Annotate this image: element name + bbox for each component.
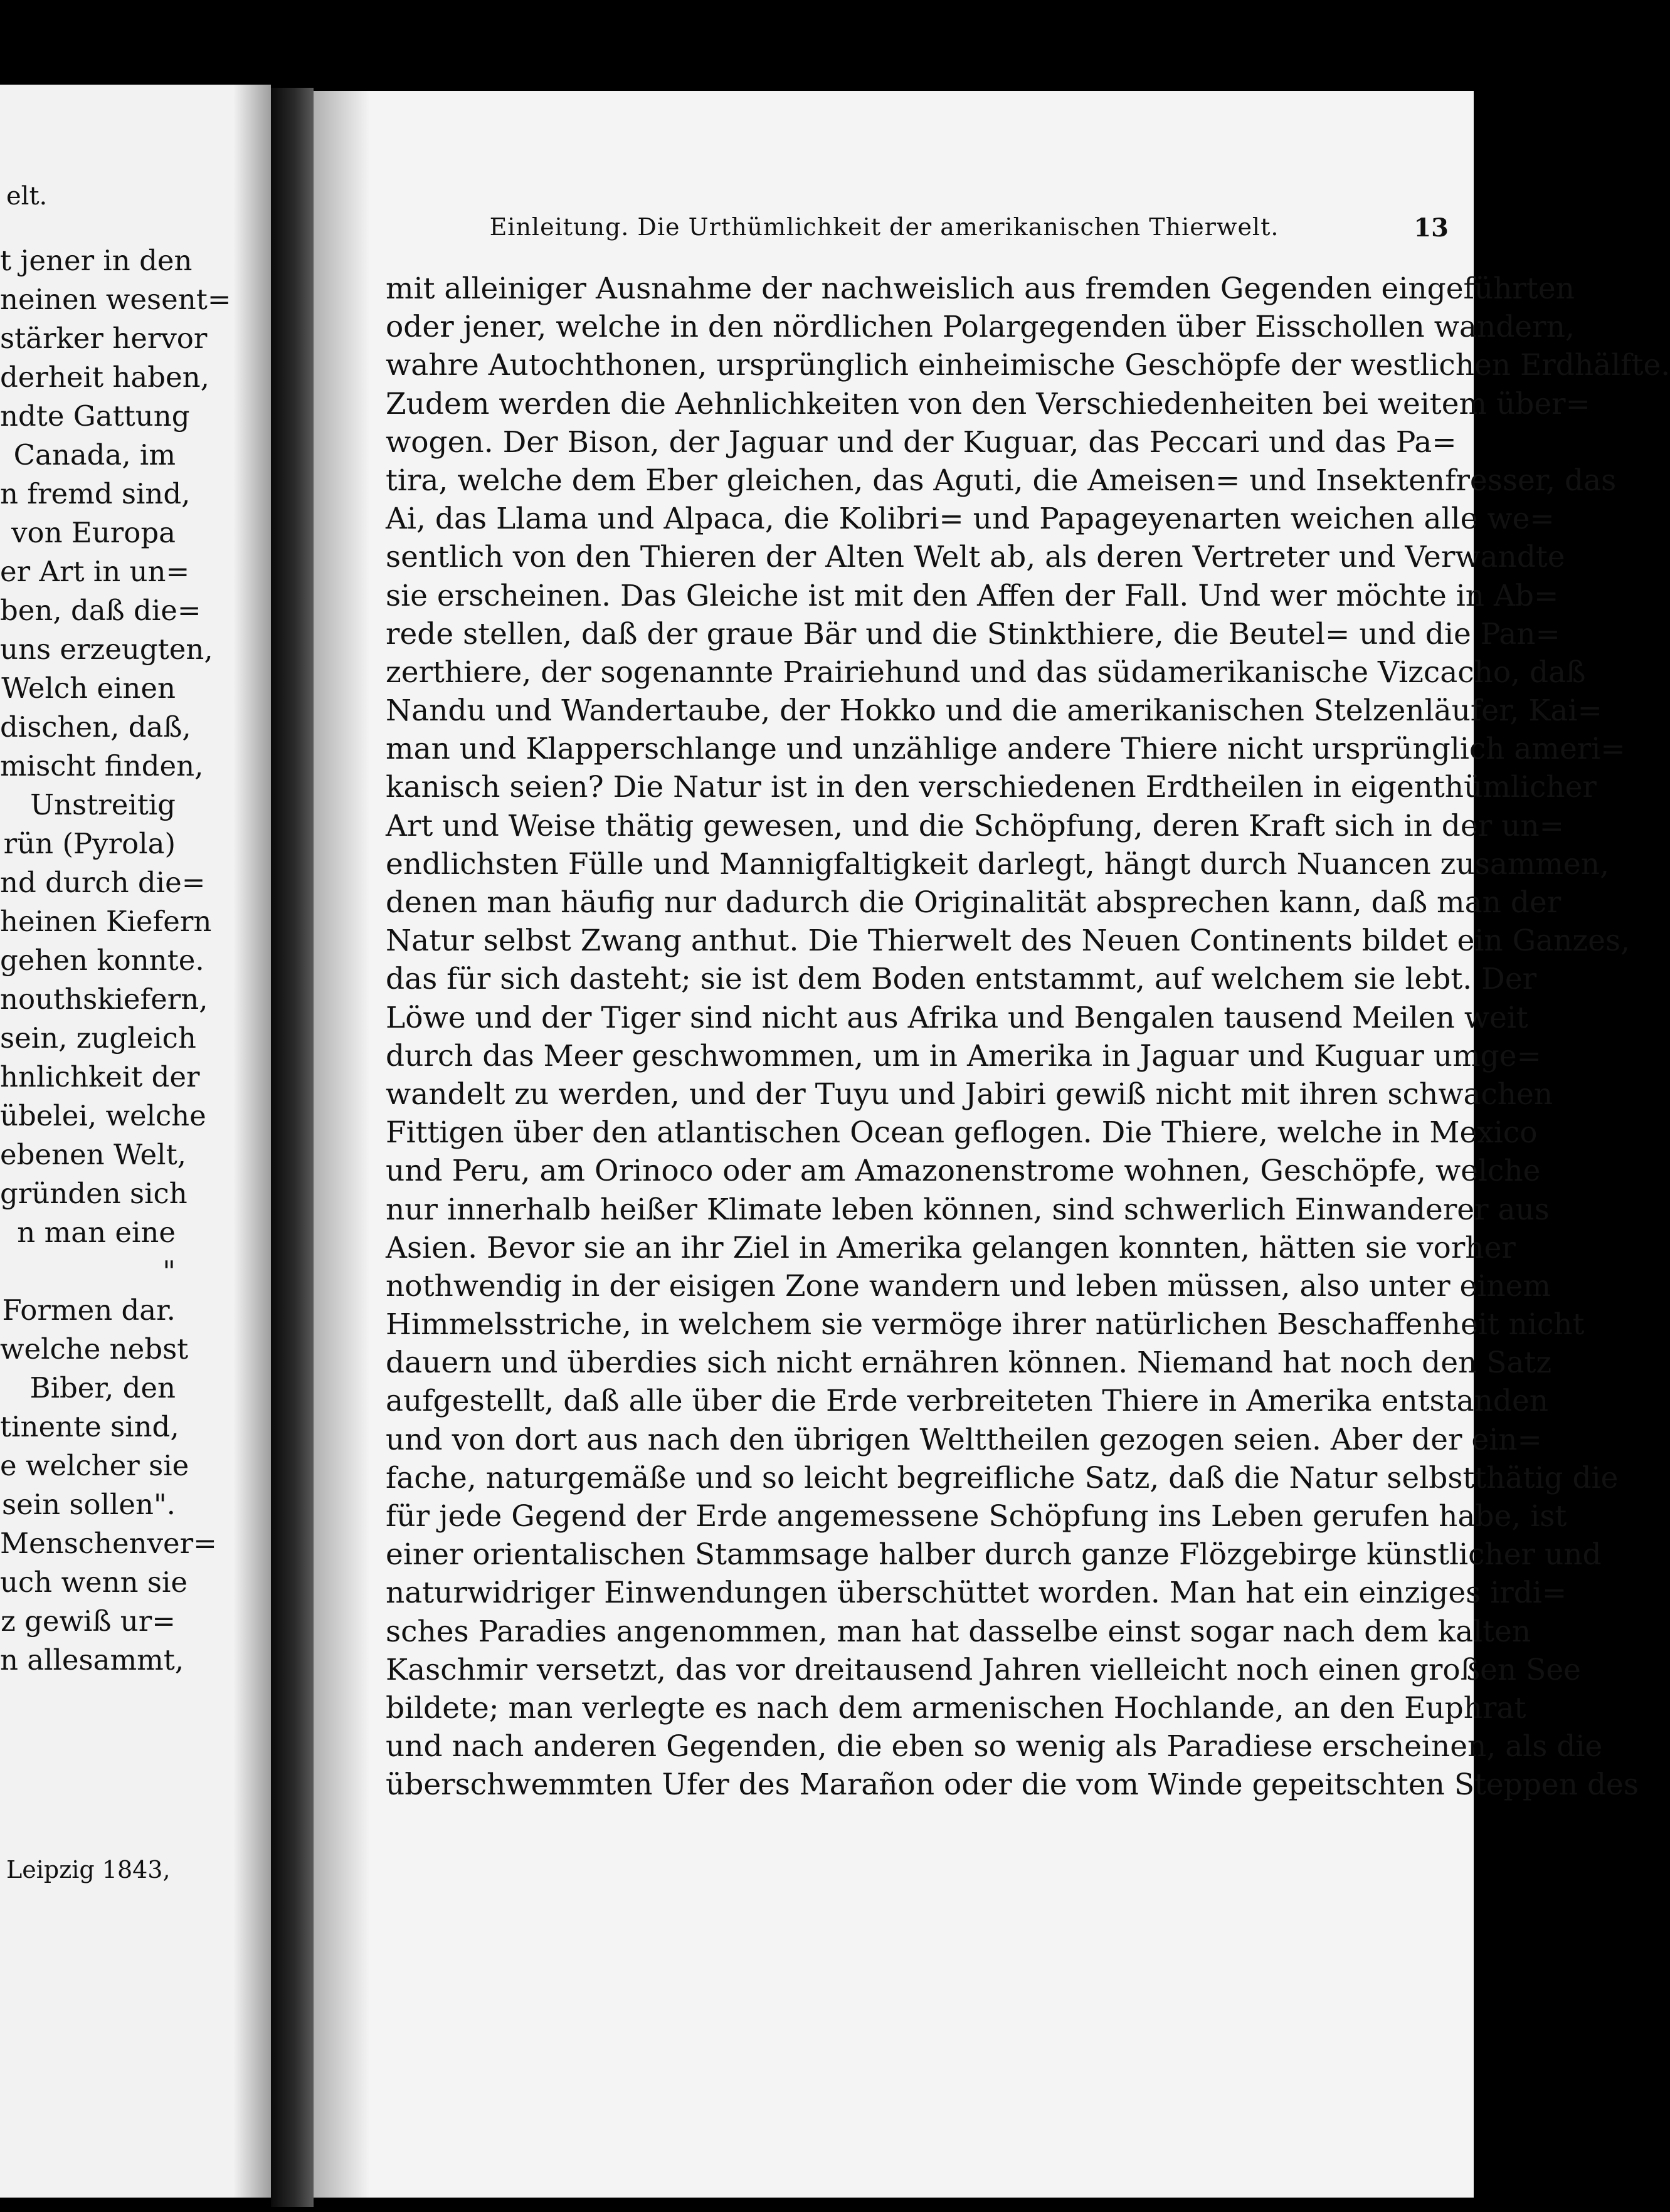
text-line: wandelt zu werden, und der Tuyu und Jabiri gewiß nicht mit ihren schwachen — [386, 1077, 1553, 1112]
left-text-line: sein sollen". — [2, 1488, 176, 1521]
left-text-line: mischt finden, — [0, 749, 204, 782]
left-text-line: t jener in den — [0, 244, 193, 277]
left-text-line: ebenen Welt, — [0, 1138, 186, 1171]
text-line: zerthiere, der sogenannte Prairiehund und das südamerikanische Vizcacho, daß — [386, 655, 1586, 690]
left-text-line: n fremd sind, — [0, 477, 191, 510]
text-line: naturwidriger Einwendungen überschüttet worden. Man hat ein einziges irdi= — [386, 1576, 1567, 1611]
text-line: überschwemmten Ufer des Marañon oder die vom Winde gepeitschten Steppen des — [386, 1767, 1639, 1803]
left-text-line: Canada, im — [13, 438, 176, 471]
left-text-line: nd durch die= — [0, 866, 206, 899]
left-text-line: neinen wesent= — [0, 283, 231, 316]
left-text-line: stärker hervor — [0, 322, 208, 355]
left-text-line: z gewiß ur= — [1, 1604, 176, 1638]
text-line: Nandu und Wandertaube, der Hokko und die amerikanischen Stelzenläufer, Kai= — [386, 693, 1602, 729]
left-text-line: " — [162, 1255, 176, 1288]
page-body-text — [386, 270, 1670, 1843]
text-line: Himmelsstriche, in welchem sie vermöge ihrer natürlichen Beschaffenheit nicht — [386, 1307, 1585, 1342]
text-line: aufgestellt, daß alle über die Erde verbreiteten Thiere in Amerika entstanden — [386, 1384, 1549, 1419]
left-page-text — [0, 241, 231, 1680]
text-line: nothwendig in der eisigen Zone wandern und leben müssen, also unter einem — [386, 1268, 1551, 1304]
text-line: Fittigen über den atlantischen Ocean geflogen. Die Thiere, welche in Mexico — [386, 1115, 1538, 1151]
left-text-line: heinen Kiefern — [0, 905, 212, 938]
text-line: sentlich von den Thieren der Alten Welt ab, als deren Vertreter und Verwandte — [386, 540, 1565, 575]
text-line: endlichsten Fülle und Mannigfaltigkeit darlegt, hängt durch Nuancen zusammen, — [386, 846, 1610, 882]
text-line: fache, naturgemäße und so leicht begreifliche Satz, daß die Natur selbstthätig die — [386, 1460, 1619, 1495]
text-line: wogen. Der Bison, der Jaguar und der Kuguar, das Peccari und das Pa= — [386, 424, 1457, 460]
text-line: und von dort aus nach den übrigen Welttheilen gezogen seien. Aber der ein= — [386, 1422, 1542, 1457]
left-text-line: gründen sich — [0, 1177, 188, 1210]
text-line: durch das Meer geschwommen, um in Amerika in Jaguar und Kuguar umge= — [386, 1038, 1541, 1073]
text-line: wahre Autochthonen, ursprünglich einheimische Geschöpfe der westlichen Erdhälfte. — [386, 348, 1670, 383]
left-text-line: n allesammt, — [0, 1643, 184, 1677]
left-text-line: n man eine — [17, 1216, 176, 1249]
left-page-footnote: Leipzig 1843, — [6, 1856, 171, 1883]
left-text-line: derheit haben, — [0, 361, 209, 394]
left-text-line: hnlichkeit der — [0, 1060, 200, 1093]
text-line: mit alleiniger Ausnahme der nachweislich aus fremden Gegenden eingeführten — [386, 271, 1575, 306]
left-text-line: er Art in un= — [0, 555, 190, 588]
page-number: 13 — [1414, 213, 1449, 243]
left-text-line: sein, zugleich — [0, 1021, 196, 1055]
left-text-line: ndte Gattung — [0, 399, 190, 433]
left-text-line: e welcher sie — [0, 1449, 189, 1482]
text-line: sches Paradies angenommen, man hat dasselbe einst sogar nach dem kalten — [386, 1614, 1531, 1649]
text-line: nur innerhalb heißer Klimate leben können, sind schwerlich Einwanderer aus — [386, 1192, 1550, 1227]
text-line — [386, 1804, 1389, 1843]
text-line: sie erscheinen. Das Gleiche ist mit den Affen der Fall. Und wer möchte in Ab= — [386, 578, 1559, 613]
text-line: das für sich dasteht; sie ist dem Boden entstammt, auf welchem sie lebt. Der — [386, 962, 1537, 997]
left-text-line: Biber, den — [29, 1371, 176, 1404]
running-title: Einleitung. Die Urthümlichkeit der amerikanischen Thierwelt. — [489, 213, 1279, 241]
text-line: tira, welche dem Eber gleichen, das Aguti, die Ameisen= und Insektenfresser, das — [386, 463, 1617, 498]
text-line: Art und Weise thätig gewesen, und die Schöpfung, deren Kraft sich in der un= — [386, 808, 1565, 843]
left-text-line: uns erzeugten, — [0, 633, 213, 666]
left-text-line: welche nebst — [0, 1332, 189, 1366]
left-text-line: gehen konnte. — [0, 944, 204, 977]
text-line: denen man häufig nur dadurch die Originalität absprechen kann, daß man der — [386, 885, 1562, 920]
text-line: und Peru, am Orinoco oder am Amazonenstrome wohnen, Geschöpfe, welche — [386, 1154, 1541, 1189]
text-line: oder jener, welche in den nördlichen Polargegenden über Eisschollen wandern, — [386, 310, 1575, 345]
current-page — [314, 91, 1670, 2198]
text-line: Asien. Bevor sie an ihr Ziel in Amerika gelangen konnten, hätten sie vorher — [386, 1230, 1516, 1265]
left-text-line: dischen, daß, — [0, 710, 191, 744]
left-text-line: Welch einen — [1, 672, 176, 705]
left-text-line: von Europa — [11, 516, 176, 549]
left-running-head: elt. — [6, 182, 48, 211]
text-line: und nach anderen Gegenden, die eben so wenig als Paradiese erscheinen, als die — [386, 1729, 1603, 1764]
text-line: Kaschmir versetzt, das vor dreitausend Jahren vielleicht noch einen großen See — [386, 1652, 1581, 1687]
text-line: Zudem werden die Aehnlichkeiten von den Verschiedenheiten bei weitem über= — [386, 386, 1591, 421]
left-text-line: Menschenver= — [0, 1527, 217, 1560]
left-text-line: Unstreitig — [30, 788, 176, 821]
text-line: bildete; man verlegte es nach dem armenischen Hochlande, an den Euphrat — [386, 1690, 1526, 1725]
running-head — [395, 213, 1449, 245]
text-line: Löwe und der Tiger sind nicht aus Afrika und Bengalen tausend Meilen weit — [386, 1000, 1528, 1035]
book-gutter — [271, 88, 314, 2207]
text-line: Natur selbst Zwang anthut. Die Thierwelt des Neuen Continents bildet ein Ganzes, — [386, 924, 1630, 959]
text-line: Ai, das Llama und Alpaca, die Kolibri= und Papageyenarten weichen alle we= — [386, 502, 1555, 537]
left-text-line: übelei, welche — [0, 1099, 206, 1132]
left-text-line: Formen dar. — [2, 1293, 176, 1327]
text-line: rede stellen, daß der graue Bär und die Stinkthiere, die Beutel= und die Pan= — [386, 616, 1560, 651]
left-text-line: uch wenn sie — [0, 1566, 188, 1599]
left-text-line: rün (Pyrola) — [3, 827, 176, 860]
text-line: kanisch seien? Die Natur ist in den verschiedenen Erdtheilen in eigenthümlicher — [386, 770, 1597, 805]
text-line: für jede Gegend der Erde angemessene Schöpfung ins Leben gerufen habe, ist — [386, 1499, 1567, 1534]
left-text-line: tinente sind, — [0, 1410, 179, 1443]
left-text-line: ben, daß die= — [0, 594, 201, 627]
text-line: man und Klapperschlange und unzählige andere Thiere nicht ursprünglich ameri= — [386, 732, 1625, 767]
text-line: einer orientalischen Stammsage halber durch ganze Flözgebirge künstlicher und — [386, 1537, 1602, 1572]
left-text-line: nouthskiefern, — [0, 982, 208, 1016]
previous-page-fragment — [0, 85, 271, 2198]
text-line: dauern und überdies sich nicht ernähren können. Niemand hat noch den Satz — [386, 1346, 1552, 1381]
